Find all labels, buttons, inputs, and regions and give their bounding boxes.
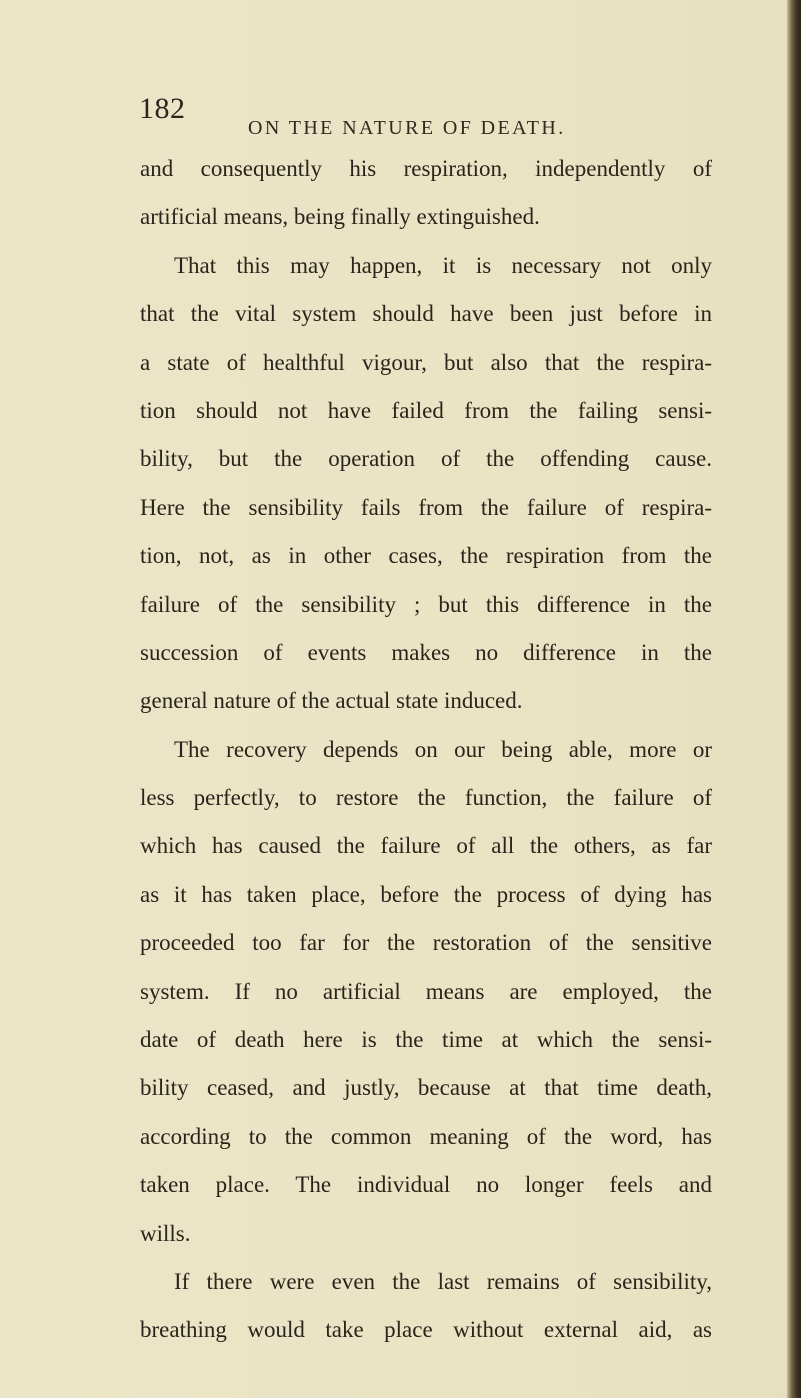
- text-line: breathing would take place without external aid, as: [140, 1317, 712, 1343]
- text-line: and consequently his respiration, independently of: [140, 156, 712, 181]
- text-line: That this may happen, it is necessary not only: [174, 252, 712, 278]
- text-line: date of death here is the time at which the sensi-: [140, 1027, 712, 1053]
- text-line: Here the sensibility fails from the failure of respira-: [140, 494, 712, 520]
- body-text: [140, 145, 712, 1355]
- text-line: tion, not, as in other cases, the respiration from the: [140, 543, 712, 569]
- text-line: less perfectly, to restore the function, the failure of: [140, 785, 712, 811]
- text-line: If there were even the last remains of sensibility,: [174, 1268, 712, 1294]
- running-header: ON THE NATURE OF DEATH.: [248, 117, 566, 139]
- text-line: proceeded too far for the restoration of the sensitive: [140, 930, 712, 956]
- text-line: bility, but the operation of the offending cause.: [140, 446, 712, 472]
- text-line: failure of the sensibility ; but this difference in the: [140, 591, 712, 617]
- page-number: 182: [139, 92, 186, 125]
- text-line: which has caused the failure of all the others, as far: [140, 833, 712, 859]
- text-line: tion should not have failed from the failing sensi-: [140, 397, 712, 423]
- text-line: artificial means, being finally extinguished.: [140, 204, 540, 230]
- text-line: wills.: [140, 1220, 191, 1246]
- text-line: bility ceased, and justly, because at that time death,: [140, 1075, 712, 1101]
- text-line: system. If no artificial means are employed, the: [140, 978, 712, 1004]
- text-line: that the vital system should have been just before in: [140, 301, 712, 327]
- text-line: taken place. The individual no longer feels and: [140, 1172, 712, 1198]
- text-line: general nature of the actual state induced.: [140, 688, 523, 714]
- text-line: The recovery depends on our being able, more or: [174, 736, 712, 762]
- text-line: a state of healthful vigour, but also that the respira-: [140, 349, 712, 375]
- text-line: succession of events makes no difference in the: [140, 639, 712, 665]
- text-line: according to the common meaning of the word, has: [140, 1123, 712, 1149]
- page-edge-shadow: [787, 0, 801, 1398]
- text-line: as it has taken place, before the process of dying has: [140, 881, 712, 907]
